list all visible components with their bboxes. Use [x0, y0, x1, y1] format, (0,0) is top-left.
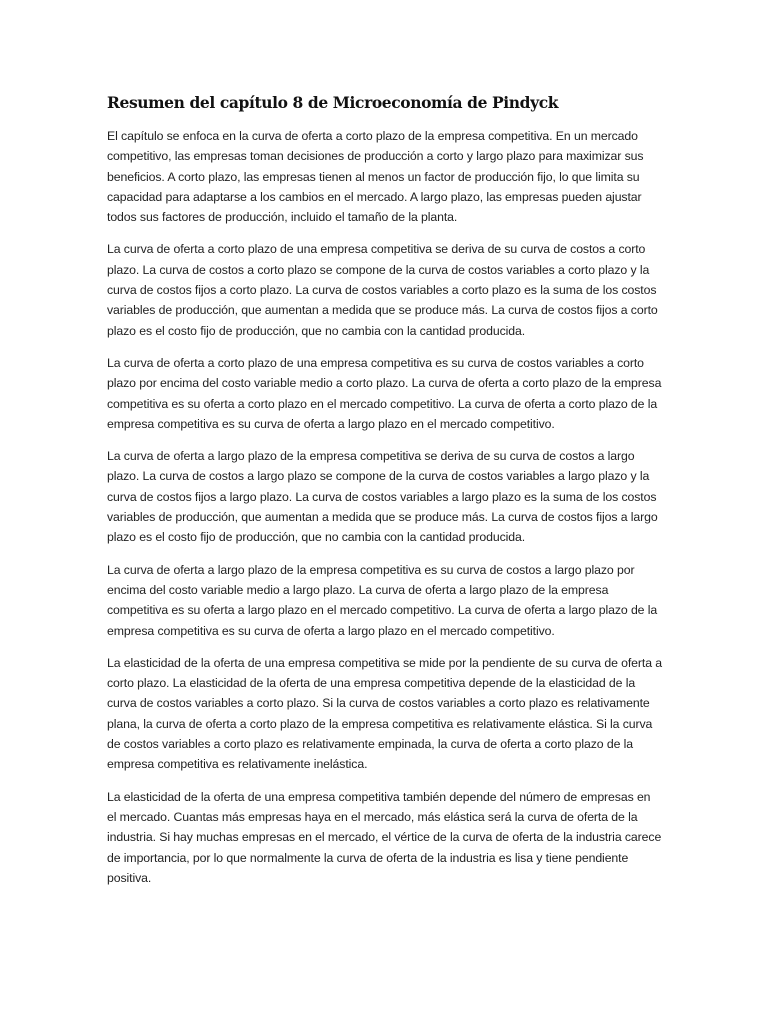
paragraph-6: La elasticidad de la oferta de una empresa competitiva se mide por la pendiente de su curva de oferta a corto plazo. La elasticidad de la oferta de una empresa competitiva depende de la elasticidad de la curva de costos variables a corto plazo. Si la curva de costos variables a corto plazo es relativamente plana, la curva de oferta a corto plazo de la empresa competitiva es relativamente elástica. Si la curva de costos variables a corto plazo es relativamente empinada, la curva de oferta a corto plazo de la empresa competitiva es relativamente inelástica. [107, 655, 663, 772]
paragraph-4: La curva de oferta a largo plazo de la empresa competitiva se deriva de su curva de costos a largo plazo. La curva de costos a largo plazo se compone de la curva de costos variables a largo plazo y la curva de costos fijos a largo plazo. La curva de costos variables a largo plazo es la suma de los costos variables de producción, que aumentan a medida que se produce más. La curva de costos fijos a largo plazo es el costo fijo de producción, que no cambia con la cantidad producida. [107, 449, 658, 545]
paragraph-1: El capítulo se enfoca en la curva de oferta a corto plazo de la empresa competitiva. En un mercado competitivo, las empresas toman decisiones de producción a corto y largo plazo para maximizar sus beneficios. A corto plazo, las empresas tienen al menos un factor de producción fijo, lo que limita su capacidad para adaptarse a los cambios en el mercado. A largo plazo, las empresas pueden ajustar todos sus factores de producción, incluido el tamaño de la planta. [107, 129, 644, 225]
paragraph-3: La curva de oferta a corto plazo de una empresa competitiva es su curva de costos variables a corto plazo por encima del costo variable medio a corto plazo. La curva de oferta a corto plazo de la empresa competitiva es su oferta a corto plazo en el mercado competitivo. La curva de oferta a corto plazo de la empresa competitiva es su curva de oferta a largo plazo en el mercado competitivo. [107, 355, 662, 431]
document-page [107, 92, 663, 900]
paragraph-7: La elasticidad de la oferta de una empresa competitiva también depende del número de empresas en el mercado. Cuantas más empresas haya en el mercado, más elástica será la curva de oferta de la industria. Si hay muchas empresas en el mercado, el vértice de la curva de oferta de la industria carece de importancia, por lo que normalmente la curva de oferta de la industria es lisa y tiene pendiente positiva. [107, 789, 662, 885]
paragraph-5: La curva de oferta a largo plazo de la empresa competitiva es su curva de costos a largo plazo por encima del costo variable medio a largo plazo. La curva de oferta a largo plazo de la empresa competitiva es su oferta a largo plazo en el mercado competitivo. La curva de oferta a largo plazo de la empresa competitiva es su curva de oferta a largo plazo en el mercado competitivo. [107, 562, 658, 638]
paragraph-2: La curva de oferta a corto plazo de una empresa competitiva se deriva de su curva de costos a corto plazo. La curva de costos a corto plazo se compone de la curva de costos variables a corto plazo y la curva de costos fijos a corto plazo. La curva de costos variables a corto plazo es la suma de los costos variables de producción, que aumentan a medida que se produce más. La curva de costos fijos a corto plazo es el costo fijo de producción, que no cambia con la cantidad producida. [107, 242, 658, 338]
document-title: Resumen del capítulo 8 de Microeconomía de Pindyck [107, 93, 559, 112]
